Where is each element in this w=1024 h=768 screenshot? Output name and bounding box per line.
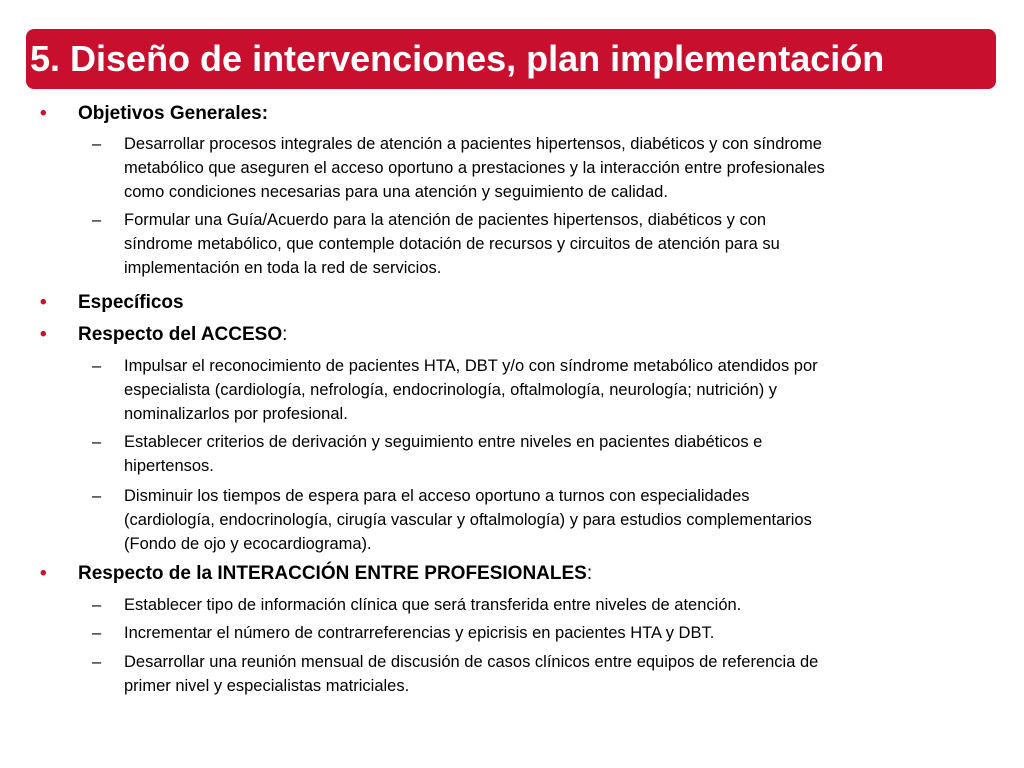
bullet-icon: • — [40, 292, 47, 313]
section-label-text: Objetivos Generales: — [78, 103, 269, 124]
sub-item-text — [124, 354, 970, 426]
sub-item-line: síndrome metabólico, que contemple dotación de recursos y circuitos de atención para su — [124, 235, 780, 253]
sub-item-line: Formular una Guía/Acuerdo para la atención de pacientes hipertensos, diabéticos y con — [124, 211, 767, 229]
dash-icon: – — [92, 487, 102, 505]
bullet-icon: • — [40, 103, 47, 124]
slide-title: 5. Diseño de intervenciones, plan implementación — [30, 38, 885, 79]
title-banner — [26, 29, 996, 89]
sub-item-text — [124, 430, 970, 478]
sub-item-line: Establecer tipo de información clínica que será transferida entre niveles de atención. — [124, 596, 742, 614]
sub-item-line: metabólico que aseguren el acceso oportuno a prestaciones y la interacción entre profesionales — [124, 159, 825, 177]
section-label — [78, 291, 184, 315]
sub-item-text — [124, 650, 970, 698]
sub-item-line: nominalizarlos por profesional. — [124, 405, 348, 423]
sub-item-line: Establecer criterios de derivación y seguimiento entre niveles en pacientes diabéticos e — [124, 433, 763, 451]
section-label — [78, 102, 268, 126]
bullet-icon: • — [40, 324, 47, 345]
dash-icon: – — [92, 211, 102, 229]
sub-item-line: implementación en toda la red de servicios. — [124, 259, 442, 277]
sub-item-text — [124, 484, 970, 556]
section-label — [78, 562, 592, 586]
sub-item-text — [124, 208, 970, 280]
sub-item-line: Desarrollar una reunión mensual de discusión de casos clínicos entre equipos de referencia de — [124, 653, 819, 671]
section-label-suffix: : — [586, 563, 593, 584]
section-label-text: Específicos — [78, 292, 184, 313]
dash-icon: – — [92, 135, 102, 153]
sub-item-line: Impulsar el reconocimiento de pacientes HTA, DBT y/o con síndrome metabólico atendidos por — [124, 357, 818, 375]
section-label-text: Respecto de la INTERACCIÓN ENTRE PROFESIONALES — [78, 563, 587, 584]
dash-icon: – — [92, 653, 102, 671]
sub-item-line: Incrementar el número de contrarreferencias y epicrisis en pacientes HTA y DBT. — [124, 624, 715, 642]
dash-icon: – — [92, 596, 102, 614]
section-label — [78, 323, 287, 347]
sub-item-line: Desarrollar procesos integrales de atención a pacientes hipertensos, diabéticos y con síndrome — [124, 135, 822, 153]
dash-icon: – — [92, 624, 102, 642]
bullet-icon: • — [40, 563, 47, 584]
dash-icon: – — [92, 357, 102, 375]
sub-item-line: Disminuir los tiempos de espera para el acceso oportuno a turnos con especialidades — [124, 487, 750, 505]
sub-item-line: especialista (cardiología, nefrología, endocrinología, oftalmología, neurología; nutrición) y — [124, 381, 778, 399]
sub-item-line: hipertensos. — [124, 457, 214, 475]
section-label-suffix: : — [282, 324, 288, 345]
sub-item-text — [124, 593, 970, 617]
sub-item-line: como condiciones necesarias para una atención y seguimiento de calidad. — [124, 183, 668, 201]
sub-item-line: (Fondo de ojo y ecocardiograma). — [124, 535, 372, 553]
sub-item-text — [124, 621, 970, 645]
sub-item-text — [124, 132, 970, 204]
sub-item-line: primer nivel y especialistas matriciales. — [124, 677, 410, 695]
section-label-text: Respecto del ACCESO — [78, 324, 283, 345]
sub-item-line: (cardiología, endocrinología, cirugía vascular y oftalmología) y para estudios complementarios — [124, 511, 812, 529]
dash-icon: – — [92, 433, 102, 451]
